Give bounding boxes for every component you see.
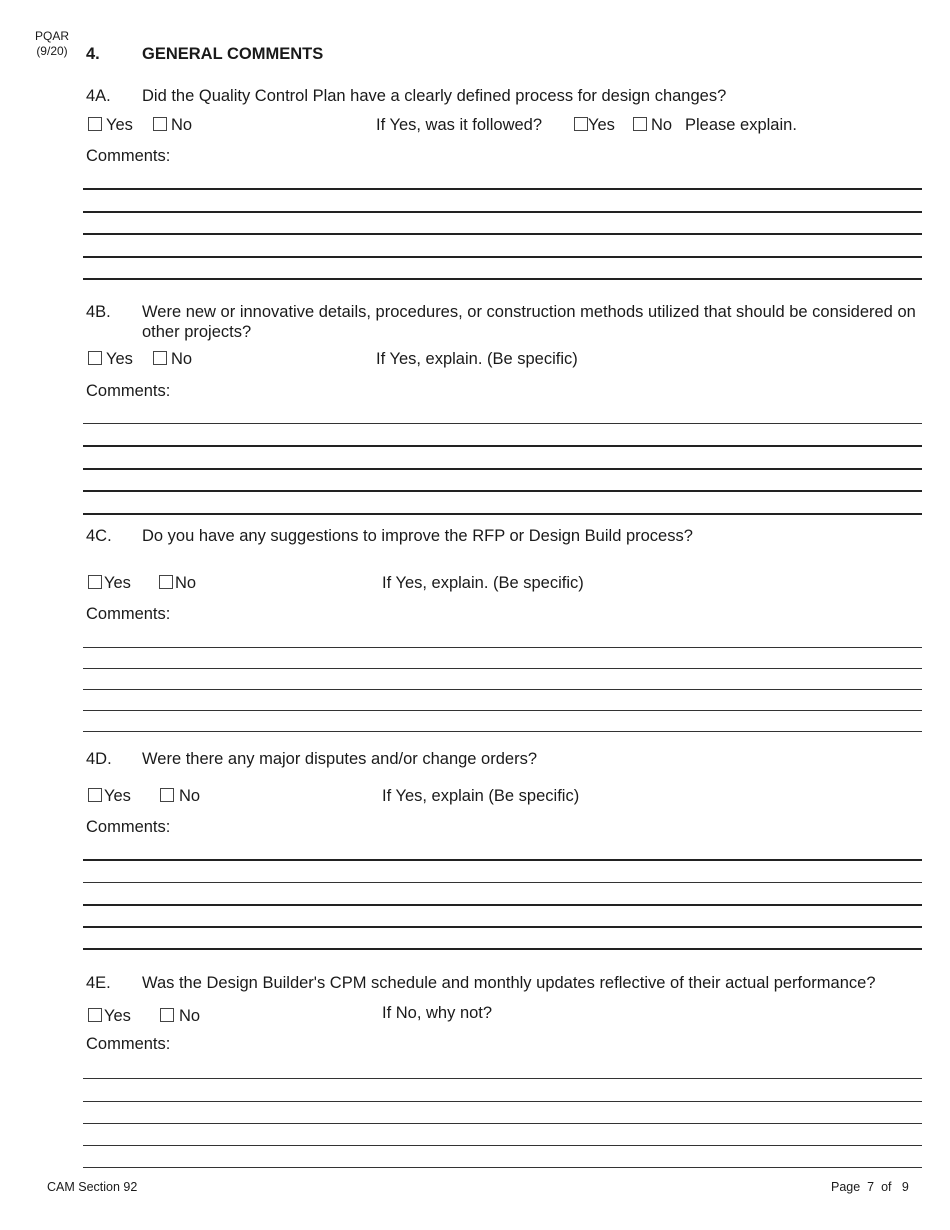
comment-line[interactable]: [83, 859, 922, 861]
question-number: 4B.: [86, 303, 111, 321]
followup-text: If Yes, explain. (Be specific): [376, 350, 578, 368]
page-indicator: [831, 1180, 909, 1194]
yes-checkbox[interactable]: Yes: [88, 574, 131, 593]
of-label: of: [881, 1180, 892, 1194]
comment-line[interactable]: [83, 948, 922, 950]
followed-yes-checkbox[interactable]: Yes: [574, 116, 615, 135]
comments-label: Comments:: [86, 382, 171, 400]
checkbox-box[interactable]: [160, 788, 174, 802]
no-checkbox[interactable]: No: [153, 350, 192, 369]
question-text: Were new or innovative details, procedures, or construction methods utilized that should be considered on other projects?: [142, 303, 916, 341]
checkbox-box[interactable]: [160, 1008, 174, 1022]
comment-line[interactable]: [83, 882, 922, 883]
followup-text: If Yes, explain (Be specific): [382, 787, 580, 805]
comment-line[interactable]: [83, 278, 922, 280]
checkbox-box[interactable]: [88, 575, 102, 589]
followed-no-checkbox[interactable]: No: [633, 116, 672, 135]
question-number: 4C.: [86, 527, 112, 545]
comment-line[interactable]: [83, 710, 922, 711]
comment-line[interactable]: [83, 513, 922, 515]
no-checkbox[interactable]: No: [153, 116, 192, 135]
question-text: Was the Design Builder's CPM schedule and monthly updates reflective of their actual performance?: [142, 974, 876, 992]
question-text: Did the Quality Control Plan have a clearly defined process for design changes?: [142, 87, 727, 105]
comment-line[interactable]: [83, 904, 922, 906]
checkbox-box[interactable]: [88, 351, 102, 365]
yes-checkbox[interactable]: Yes: [88, 350, 133, 369]
checkbox-box[interactable]: [88, 117, 102, 131]
yes-checkbox[interactable]: Yes: [88, 116, 133, 135]
no-checkbox[interactable]: No: [160, 787, 200, 806]
page-label: Page: [831, 1180, 861, 1194]
checkbox-box[interactable]: [159, 575, 173, 589]
no-checkbox[interactable]: No: [160, 1007, 200, 1026]
no-checkbox[interactable]: No: [159, 574, 196, 593]
footer-section: CAM Section 92: [47, 1180, 138, 1194]
comment-line[interactable]: [83, 423, 922, 424]
section-number: 4.: [86, 45, 100, 63]
yes-checkbox[interactable]: Yes: [88, 787, 131, 806]
yes-checkbox[interactable]: Yes: [88, 1007, 131, 1026]
comment-line[interactable]: [83, 1101, 922, 1102]
question-number: 4D.: [86, 750, 112, 768]
form-id: [33, 29, 71, 59]
comment-line[interactable]: [83, 468, 922, 470]
checkbox-box[interactable]: [153, 117, 167, 131]
section-title: GENERAL COMMENTS: [142, 45, 324, 63]
comments-label: Comments:: [86, 818, 171, 836]
comment-line[interactable]: [83, 926, 922, 928]
comment-line[interactable]: [83, 1078, 922, 1079]
question-text: Do you have any suggestions to improve the RFP or Design Build process?: [142, 527, 693, 545]
form-date: (9/20): [36, 44, 68, 58]
comment-line[interactable]: [83, 1123, 922, 1124]
comments-label: Comments:: [86, 147, 171, 165]
checkbox-box[interactable]: [88, 788, 102, 802]
comment-line[interactable]: [83, 647, 922, 648]
form-code: PQAR: [34, 29, 69, 43]
checkbox-box[interactable]: [88, 1008, 102, 1022]
comment-line[interactable]: [83, 256, 922, 258]
followup-note: Please explain.: [685, 116, 797, 134]
checkbox-box[interactable]: [574, 117, 588, 131]
followup-text: If No, why not?: [382, 1004, 493, 1022]
checkbox-box[interactable]: [633, 117, 647, 131]
comment-line[interactable]: [83, 1145, 922, 1146]
followup-text: If Yes, was it followed?: [376, 116, 543, 134]
page-total: 9: [901, 1180, 909, 1194]
comment-line[interactable]: [83, 689, 922, 690]
comment-line[interactable]: [83, 188, 922, 190]
comments-label: Comments:: [86, 1035, 171, 1053]
question-number: 4E.: [86, 974, 111, 992]
comment-line[interactable]: [83, 1167, 922, 1168]
comment-line[interactable]: [83, 490, 922, 492]
question-text: Were there any major disputes and/or change orders?: [142, 750, 538, 768]
comment-line[interactable]: [83, 731, 922, 732]
checkbox-box[interactable]: [153, 351, 167, 365]
comment-line[interactable]: [83, 668, 922, 669]
followup-text: If Yes, explain. (Be specific): [382, 574, 584, 592]
question-number: 4A.: [86, 87, 111, 105]
comment-line[interactable]: [83, 445, 922, 447]
comment-line[interactable]: [83, 233, 922, 235]
page-number: 7: [867, 1180, 875, 1194]
comments-label: Comments:: [86, 605, 171, 623]
comment-line[interactable]: [83, 211, 922, 213]
